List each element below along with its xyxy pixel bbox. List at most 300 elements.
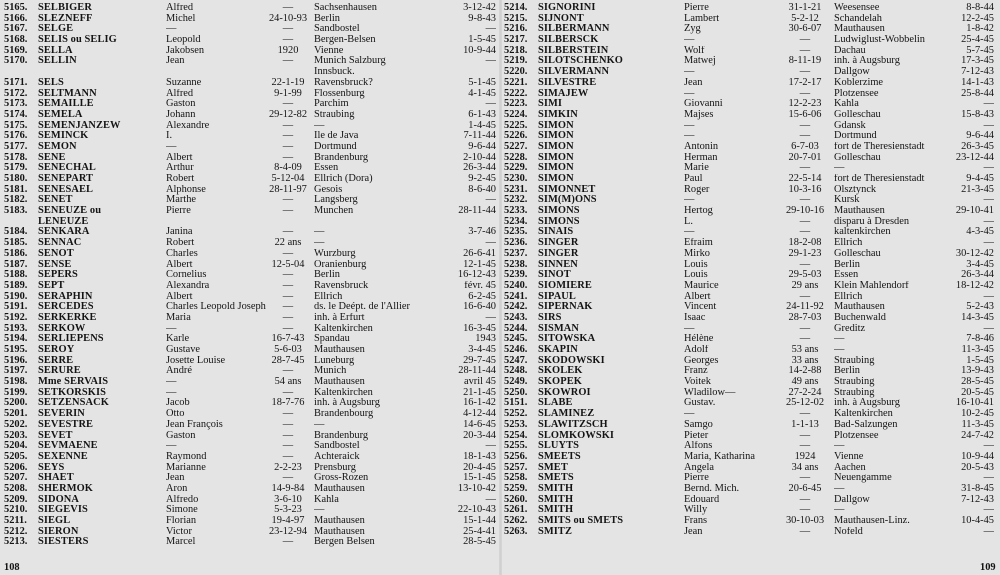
surname: SKOPEK [538, 377, 582, 388]
camp-location: — [314, 505, 325, 516]
given-name: Marthe [166, 195, 197, 206]
given-name: Albert [684, 291, 711, 302]
given-name: Efraim [684, 238, 713, 249]
death-date: 20-5-43 [961, 462, 994, 473]
birth-date: — [282, 206, 294, 217]
entry-number: 5221. [504, 77, 528, 88]
camp-location: ds. le Deépt. de l'Allier [314, 302, 410, 313]
surname: SIMAJEW [538, 88, 589, 99]
death-date: 11-3-45 [961, 345, 994, 355]
entry-number: 5263. [504, 526, 528, 537]
birth-date: — [282, 441, 294, 452]
death-date: — [983, 120, 994, 131]
birth-date: 31-1-21 [788, 3, 822, 13]
camp-location: Prensburg [314, 462, 356, 473]
camp-location: Klein Mahlendorf [834, 280, 909, 291]
camp-location: Plotzensee [834, 430, 879, 441]
surname: SILBERMANN [538, 24, 610, 35]
given-name: — [684, 409, 695, 420]
surname: SELLA [38, 45, 73, 56]
death-date: 3-7-46 [468, 227, 496, 238]
register-entry [504, 313, 998, 324]
death-date: 22-10-43 [457, 505, 496, 516]
entry-number: 5239. [504, 270, 528, 281]
camp-location: Achteraick [314, 451, 360, 462]
register-entry [4, 463, 498, 474]
register-entry [4, 366, 498, 377]
birth-date: 54 ans [274, 377, 302, 388]
death-date: — [485, 99, 496, 110]
register-entry [4, 185, 498, 196]
given-name: — [684, 195, 695, 206]
surname: SELLIN [38, 56, 77, 67]
camp-location: Sachsenhausen [314, 3, 377, 13]
given-name: Alphonse [166, 184, 206, 195]
given-name: Adolf [684, 345, 709, 355]
death-date: — [983, 505, 994, 516]
surname: SEVERIN [38, 409, 85, 420]
given-name: — [684, 88, 695, 99]
entry-number: 5235. [504, 227, 528, 238]
given-name: Wladilow— [684, 387, 736, 398]
surname: SMETS [538, 473, 574, 484]
birth-date: 20-7-01 [788, 152, 822, 163]
death-date: 5-7-45 [966, 45, 994, 56]
birth-date: — [282, 312, 294, 323]
entry-number: 5183. [4, 206, 28, 217]
birth-date: 25-12-02 [785, 398, 825, 409]
surname: SILOTSCHENKO [538, 56, 623, 67]
death-date: — [485, 312, 496, 323]
given-name: — [684, 67, 695, 78]
given-name: Edouard [684, 494, 720, 505]
given-name: Alexandre [166, 120, 210, 131]
death-date: 30-12-42 [955, 248, 994, 259]
surname: SIPERNAK [538, 302, 593, 313]
camp-location: Greditz [834, 323, 866, 334]
camp-location: Mauthausen [314, 483, 365, 494]
register-entry [4, 356, 498, 367]
death-date: 4-1-45 [468, 88, 496, 99]
birth-date: 5-3-23 [274, 505, 302, 516]
surname: SENEPART [38, 174, 94, 184]
death-date: 7-12-43 [961, 494, 994, 505]
surname: SLABE [538, 398, 573, 409]
death-date: 26-3-45 [961, 141, 994, 152]
camp-location: Nofeld [834, 526, 863, 537]
birth-date: — [282, 291, 294, 302]
register-entry [4, 292, 498, 303]
register-entry [4, 110, 498, 121]
given-name: Pierre [684, 3, 709, 13]
birth-date: — [799, 45, 811, 56]
birth-date: — [799, 195, 811, 206]
death-date: 12-2-45 [961, 13, 994, 24]
entry-number: 5210. [4, 505, 28, 516]
camp-location: Berlin [314, 270, 340, 281]
camp-location: Straubing [834, 377, 875, 388]
given-name: Maria [166, 312, 191, 323]
death-date: 17-3-45 [961, 56, 994, 67]
surname: SINGER [538, 238, 579, 249]
surname: SIMI [538, 99, 563, 110]
surname: SILBERSCK [538, 35, 599, 46]
register-entry [504, 495, 998, 506]
given-name: Samgo [684, 419, 713, 430]
entry-number: 5172. [4, 88, 28, 99]
surname: SIOMIERE [538, 280, 592, 291]
birth-date: 30-10-03 [785, 516, 825, 526]
camp-location: — [834, 334, 845, 345]
camp-location: inh. à Erfurt [314, 312, 365, 323]
death-date: 18-1-43 [463, 451, 496, 462]
death-date: — [983, 99, 994, 110]
register-entry [504, 153, 998, 164]
given-name: Gaston [166, 99, 196, 110]
surname: SIMONNET [538, 184, 596, 195]
given-name: Michel [166, 13, 196, 24]
entry-number: 5236. [504, 238, 528, 249]
given-name: Maurice [684, 280, 719, 291]
camp-location: Kahla [314, 494, 339, 505]
given-name: Alfons [684, 441, 713, 452]
register-entry [504, 217, 998, 228]
given-name: — [166, 441, 177, 452]
register-entry [4, 441, 498, 452]
camp-location: Mauthausen [314, 516, 365, 526]
register-entry [4, 46, 498, 57]
given-name: Pierre [684, 473, 709, 484]
camp-location: Parchim [314, 99, 349, 110]
entry-number: 5169. [4, 45, 28, 56]
surname: SENOT [38, 248, 74, 259]
given-name: — [166, 24, 177, 35]
entry-number: 5233. [504, 206, 528, 217]
entry-number: 5234. [504, 216, 528, 227]
register-entry [4, 324, 498, 335]
given-name: — [684, 227, 695, 238]
camp-location: Buchenwald [834, 312, 886, 323]
given-name: Marie [684, 163, 709, 174]
camp-location: Munich [314, 366, 347, 377]
birth-date: 28-11-97 [269, 184, 307, 195]
register-entry [4, 452, 498, 463]
camp-location: Oranienburg [314, 259, 367, 270]
surname: SIMON [538, 131, 574, 142]
camp-location: Mauthausen [834, 302, 885, 313]
camp-location: Ellrich [314, 291, 343, 302]
camp-location: Golleschau [834, 109, 881, 120]
given-name: Gustave [166, 345, 201, 355]
death-date: 11-3-45 [961, 419, 994, 430]
given-name: Josette Louise [166, 355, 226, 366]
camp-location: Gdansk [834, 120, 866, 131]
register-entry [504, 281, 998, 292]
camp-location: Kaltenkirchen [314, 387, 373, 398]
entry-number: 5182. [4, 195, 28, 206]
death-date: — [485, 494, 496, 505]
register-entry [4, 67, 498, 78]
death-date: 9-2-45 [468, 174, 496, 184]
entry-number: 5188. [4, 270, 28, 281]
given-name: — [166, 323, 177, 334]
entry-number: 5226. [504, 131, 528, 142]
birth-date: — [282, 35, 294, 46]
register-entry [504, 516, 998, 527]
given-name: Georges [684, 355, 719, 366]
birth-date: — [282, 141, 294, 152]
birth-date: 5-12-04 [271, 174, 305, 184]
death-date: 4-12-44 [463, 409, 496, 420]
birth-date: 18-7-76 [271, 398, 305, 409]
given-name: Robert [166, 238, 195, 249]
death-date: — [983, 195, 994, 206]
birth-date: 29-10-16 [785, 206, 825, 217]
register-entry [4, 206, 498, 217]
entry-number: 5180. [4, 174, 28, 184]
entry-number: 5205. [4, 451, 28, 462]
register-entry [4, 431, 498, 442]
birth-date: 19-4-97 [271, 516, 305, 526]
birth-date: — [282, 56, 294, 67]
birth-date: — [282, 537, 294, 548]
birth-date: — [282, 430, 294, 441]
death-date: 13-10-42 [457, 483, 496, 494]
given-name: Cornelius [166, 270, 207, 281]
entry-number: 5262. [504, 516, 528, 526]
given-name: I. [166, 131, 173, 142]
given-name: Charles [166, 248, 198, 259]
given-name: Bernd. Mich. [684, 483, 740, 494]
birth-date: 22 ans [274, 238, 302, 249]
camp-location: — [834, 441, 845, 452]
register-entry [4, 313, 498, 324]
given-name: L. [684, 216, 693, 227]
surname: SKOWROI [538, 387, 591, 398]
entry-number: 5170. [4, 56, 28, 67]
birth-date: — [282, 3, 294, 13]
camp-location: Mauthausen [314, 526, 365, 537]
camp-location: Ravensbruck [314, 280, 369, 291]
camp-location: Bergen Belsen [314, 537, 375, 548]
camp-location: Dachau [834, 45, 866, 56]
birth-date: — [799, 67, 811, 78]
register-entry [504, 366, 998, 377]
register-entry [504, 142, 998, 153]
entry-number: 5260. [504, 494, 528, 505]
surname: SHAET [38, 473, 74, 484]
death-date: 25-4-41 [463, 526, 496, 537]
camp-location: Brandenburg [314, 430, 369, 441]
surname: SINOT [538, 270, 571, 281]
surname: SELBIGER [38, 3, 92, 13]
surname: SMITZ [538, 526, 572, 537]
register-entry [4, 35, 498, 46]
death-date: — [485, 238, 496, 249]
register-entry [504, 56, 998, 67]
given-name: Jean François [166, 419, 223, 430]
surname: SETKORSKIS [38, 387, 106, 398]
entry-number: 5227. [504, 141, 528, 152]
birth-date: 1-1-13 [791, 419, 819, 430]
birth-date: 28-7-03 [788, 312, 822, 323]
surname: SEVET [38, 430, 73, 441]
given-name: Jean [684, 77, 703, 88]
given-name: Albert [166, 152, 193, 163]
camp-location: Gesois [314, 184, 343, 195]
surname: SIMON [538, 152, 574, 163]
register-entry [504, 420, 998, 431]
death-date: 3-12-42 [463, 3, 496, 13]
surname: SLOMKOWSKI [538, 430, 615, 441]
register-entry [4, 195, 498, 206]
entry-number: 5218. [504, 45, 528, 56]
birth-date: 5-2-12 [791, 13, 819, 24]
camp-location: — [314, 238, 325, 249]
birth-date: 24-10-93 [268, 13, 308, 24]
surname: SMEETS [538, 451, 581, 462]
camp-location: Dortmund [314, 141, 357, 152]
birth-date: — [282, 419, 294, 430]
death-date: 1943 [475, 334, 496, 345]
surname: SIMKIN [538, 109, 578, 120]
death-date: — [983, 473, 994, 484]
camp-location: Sandbostel [314, 24, 360, 35]
entry-number: 5252. [504, 409, 528, 420]
death-date: 6-2-45 [468, 291, 496, 302]
entry-number: 5255. [504, 441, 528, 452]
entry-number: 5173. [4, 99, 28, 110]
birth-date: — [282, 99, 294, 110]
entry-number: 5197. [4, 366, 28, 377]
given-name: Charles Leopold Joseph [166, 302, 266, 313]
register-entry [4, 131, 498, 142]
register-entry [4, 142, 498, 153]
entry-number: 5195. [4, 345, 28, 355]
surname: SEMON [38, 141, 77, 152]
surname: SILVERMANN [538, 67, 610, 78]
given-name: Pierre [166, 206, 191, 217]
register-entry [4, 388, 498, 399]
page-number-left: 108 [4, 562, 20, 573]
death-date: 9-6-44 [966, 131, 994, 142]
given-name: Hélène [684, 334, 714, 345]
entry-number: 5254. [504, 430, 528, 441]
register-entry [504, 345, 998, 356]
death-date: — [983, 323, 994, 334]
given-name: Jean [166, 473, 185, 484]
camp-location: Brandenbourg [314, 409, 374, 420]
birth-date: — [799, 334, 811, 345]
register-entry [4, 89, 498, 100]
death-date: 14-6-45 [463, 419, 496, 430]
death-date: 28-11-44 [458, 206, 496, 217]
death-date: 16-3-45 [463, 323, 496, 334]
surname: SIMON [538, 141, 574, 152]
entry-number: 5220. [504, 67, 528, 78]
camp-location: Bergen-Belsen [314, 35, 376, 46]
entry-number: 5186. [4, 248, 28, 259]
camp-location: Flossenburg [314, 88, 365, 99]
birth-date: 53 ans [791, 345, 819, 355]
death-date: 5-1-45 [468, 77, 496, 88]
entry-number: 5151. [504, 398, 528, 409]
surname: SIGNORINI [538, 3, 596, 13]
birth-date: 30-6-07 [788, 24, 822, 35]
entry-number: 5249. [504, 377, 528, 388]
surname: SEMAILLE [38, 99, 94, 110]
death-date: — [983, 291, 994, 302]
register-entry [504, 131, 998, 142]
death-date: 26-3-44 [463, 163, 496, 174]
surname: SIMONS [538, 216, 580, 227]
given-name: Karle [166, 334, 190, 345]
entry-number: 5201. [4, 409, 28, 420]
given-name: Giovanni [684, 99, 723, 110]
register-entry [4, 238, 498, 249]
register-entry [4, 377, 498, 388]
entry-number: 5196. [4, 355, 28, 366]
given-name: Pieter [684, 430, 709, 441]
entry-number: 5168. [4, 35, 28, 46]
register-entry [504, 78, 998, 89]
camp-location: Mauthausen [314, 345, 365, 355]
birth-date: — [282, 473, 294, 484]
death-date: 7-12-43 [961, 67, 994, 78]
death-date: 15-1-44 [463, 516, 496, 526]
death-date: 20-3-44 [463, 430, 496, 441]
birth-date: — [799, 291, 811, 302]
register-entry [4, 516, 498, 527]
register-entry [4, 537, 498, 548]
surname: SENKARA [38, 227, 90, 238]
birth-date: 3-6-10 [274, 494, 302, 505]
camp-location: Mauthausen [834, 206, 885, 217]
death-date: 16-1-42 [463, 398, 496, 409]
death-date: 10-4-45 [961, 516, 994, 526]
given-name: — [684, 35, 695, 46]
entry-number: 5258. [504, 473, 528, 484]
register-entry [4, 527, 498, 538]
surname: SILBERSTEIN [538, 45, 609, 56]
register-entry [504, 238, 998, 249]
birth-date: — [282, 131, 294, 142]
birth-date: — [282, 366, 294, 377]
death-date: 25-4-45 [961, 35, 994, 46]
death-date: 15-1-45 [463, 473, 496, 484]
surname: SKODOWSKI [538, 355, 605, 366]
death-date: 28-11-44 [458, 366, 496, 377]
entry-number: 5212. [4, 526, 28, 537]
given-name: Willy [684, 505, 708, 516]
camp-location: — [314, 120, 325, 131]
register-entry [4, 78, 498, 89]
entry-number: 5244. [504, 323, 528, 334]
birth-date: — [282, 120, 294, 131]
surname: SINAIS [538, 227, 574, 238]
given-name: Louis [684, 270, 708, 281]
entry-number: 5177. [4, 141, 28, 152]
camp-location: Langsberg [314, 195, 358, 206]
entry-number: 5200. [4, 398, 28, 409]
given-name: Wolf [684, 45, 705, 56]
surname: SELIS ou SELIG [38, 35, 117, 46]
given-name: Florian [166, 516, 197, 526]
entry-number: 5179. [4, 163, 28, 174]
register-entry [504, 463, 998, 474]
given-name: Roger [684, 184, 710, 195]
register-entry [504, 377, 998, 388]
